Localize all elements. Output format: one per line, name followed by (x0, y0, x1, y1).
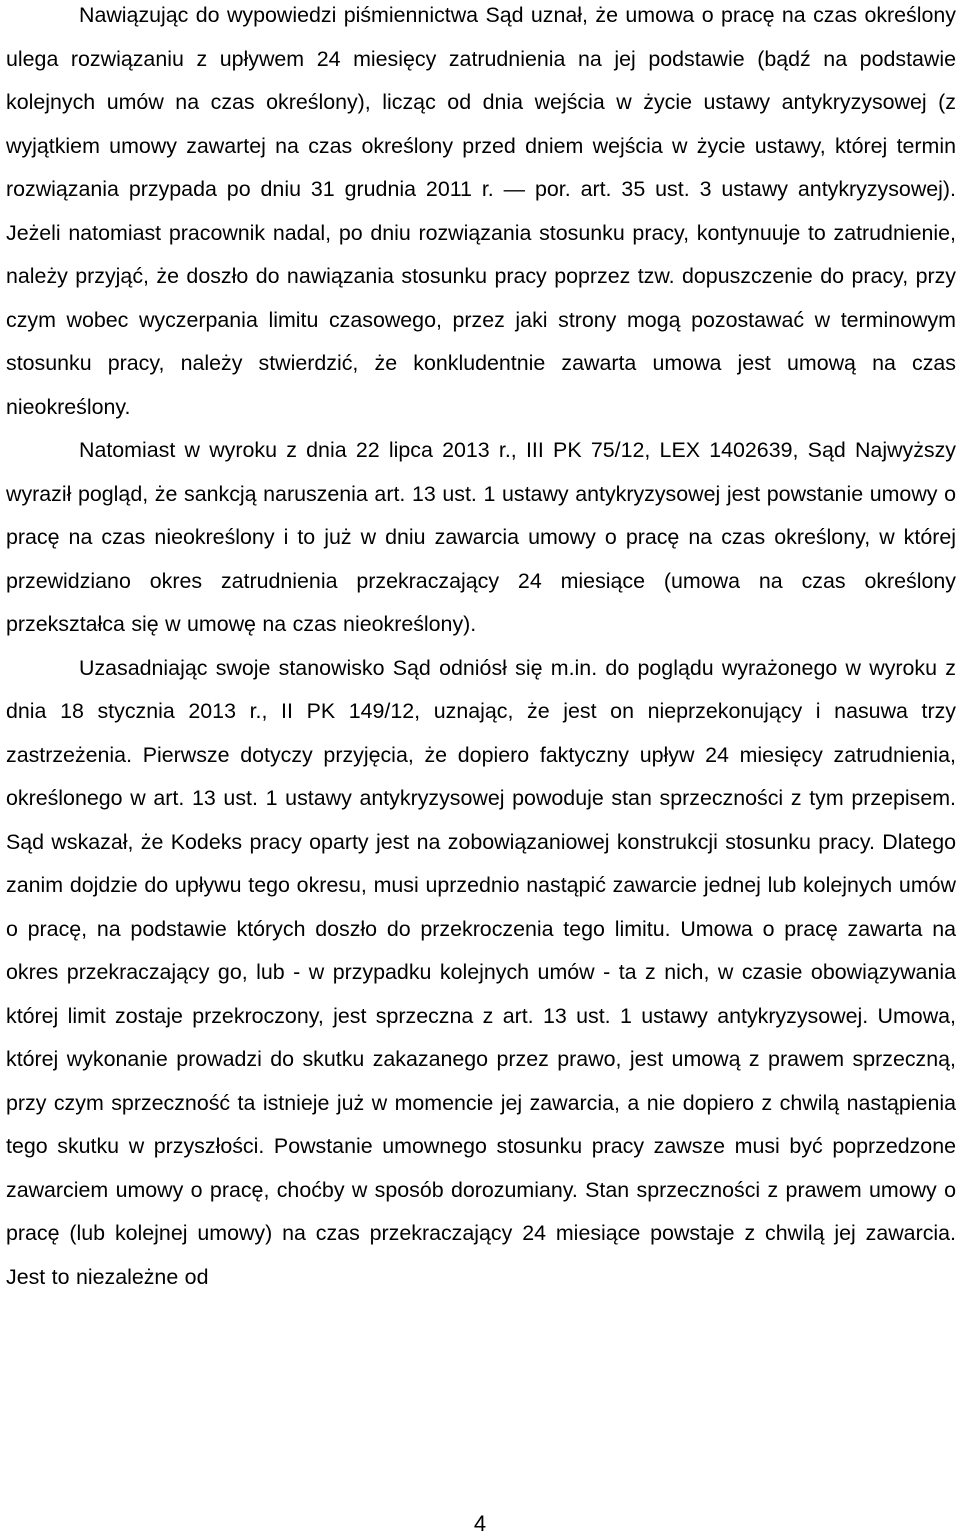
paragraph-3: Uzasadniając swoje stanowisko Sąd odniósł się m.in. do poglądu wyrażonego w wyroku z dnia 18 stycznia 2013 r., II PK 149/12, uznając, że jest on nieprzekonujący i nasuwa trzy zastrzeżenia. Pierwsze dotyczy przyjęcia, że dopiero faktyczny upływ 24 miesięcy zatrudnienia, określonego w art. 13 ust. 1 ustawy antykryzysowej powoduje stan sprzeczności z tym przepisem. Sąd wskazał, że Kodeks pracy oparty jest na zobowiązaniowej konstrukcji stosunku pracy. Dlatego zanim dojdzie do upływu tego okresu, musi uprzednio nastąpić zawarcie jednej lub kolejnych umów o pracę, na podstawie których doszło do przekroczenia tego limitu. Umowa o pracę zawarta na okres przekraczający go, lub - w przypadku kolejnych umów - ta z nich, w czasie obowiązywania której limit zostaje przekroczony, jest sprzeczna z art. 13 ust. 1 ustawy antykryzysowej. Umowa, której wykonanie prowadzi do skutku zakazanego przez prawo, jest umową z prawem sprzeczną, przy czym sprzeczność ta istnieje już w momencie jej zawarcia, a nie dopiero z chwilą nastąpienia tego skutku w przyszłości. Powstanie umownego stosunku pracy zawsze musi być poprzedzone zawarciem umowy o pracę, choćby w sposób dorozumiany. Stan sprzeczności z prawem umowy o pracę (lub kolejnej umowy) na czas przekraczający 24 miesiące powstaje z chwilą jej zawarcia. Jest to niezależne od (6, 655, 956, 1289)
page-number: 4 (473, 1511, 487, 1536)
paragraph-1: Nawiązując do wypowiedzi piśmiennictwa Sąd uznał, że umowa o pracę na czas określony ulega rozwiązaniu z upływem 24 miesięcy zatrudnienia na jej podstawie (bądź na podstawie kolejnych umów na czas określony), licząc od dnia wejścia w życie ustawy antykryzysowej (z wyjątkiem umowy zawartej na czas określony przed dniem wejścia w życie ustawy, której termin rozwiązania przypada po dniu 31 grudnia 2011 r. — por. art. 35 ust. 3 ustawy antykryzysowej). Jeżeli natomiast pracownik nadal, po dniu rozwiązania stosunku pracy, kontynuuje to zatrudnienie, należy przyjąć, że doszło do nawiązania stosunku pracy poprzez tzw. dopuszczenie do pracy, przy czym wobec wyczerpania limitu czasowego, przez jaki strony mogą pozostawać w terminowym stosunku pracy, należy stwierdzić, że konkludentnie zawarta umowa jest umową na czas nieokreślony. (6, 3, 956, 419)
document-page (6, 0, 956, 1299)
paragraph-2: Natomiast w wyroku z dnia 22 lipca 2013 r., III PK 75/12, LEX 1402639, Sąd Najwyższy wyraził pogląd, że sankcją naruszenia art. 13 ust. 1 ustawy antykryzysowej jest powstanie umowy o pracę na czas nieokreślony i to już w dniu zawarcia umowy o pracę na czas określony, w której przewidziano okres zatrudnienia przekraczający 24 miesiące (umowa na czas określony przekształca się w umowę na czas nieokreślony). (6, 438, 956, 636)
